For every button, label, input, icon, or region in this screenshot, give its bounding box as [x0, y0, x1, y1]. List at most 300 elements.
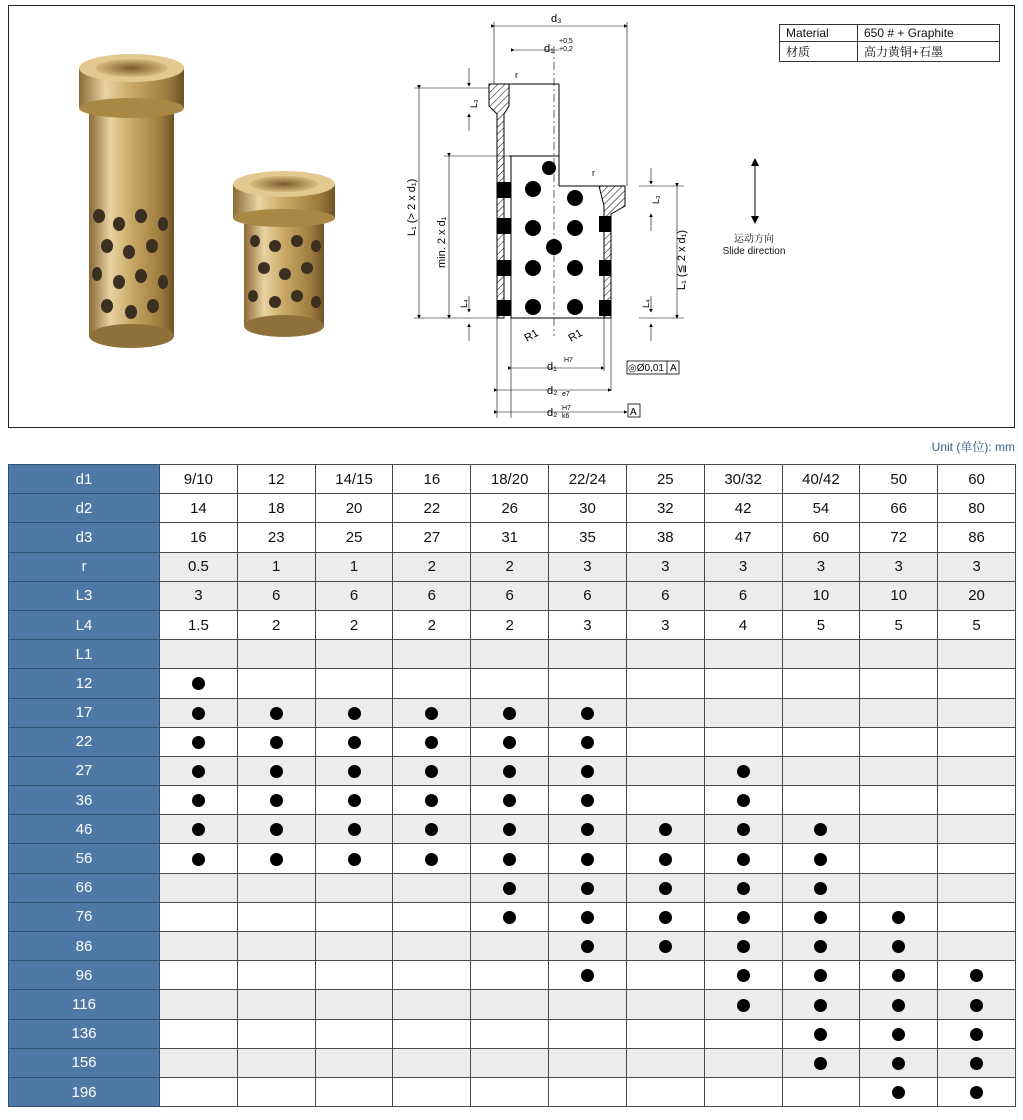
table-cell	[938, 727, 1016, 756]
availability-dot-icon	[425, 823, 438, 836]
label-min-2d1: min. 2 x d₁	[436, 216, 448, 268]
table-cell	[626, 1077, 704, 1106]
table-cell	[237, 640, 315, 669]
table-cell: 60	[938, 465, 1016, 494]
table-cell	[471, 990, 549, 1019]
availability-dot-icon	[737, 882, 750, 895]
table-cell	[549, 786, 627, 815]
table-cell	[782, 932, 860, 961]
availability-dot-icon	[892, 940, 905, 953]
table-cell	[315, 756, 393, 785]
row-header: 17	[9, 698, 160, 727]
availability-dot-icon	[270, 794, 283, 807]
material-value-cn: 高力黄铜+石墨	[858, 42, 1000, 62]
row-header: 46	[9, 815, 160, 844]
availability-dot-icon	[737, 999, 750, 1012]
availability-dot-icon	[737, 823, 750, 836]
table-cell	[237, 669, 315, 698]
table-cell	[393, 727, 471, 756]
table-cell	[860, 932, 938, 961]
table-cell	[626, 844, 704, 873]
table-cell: 20	[315, 494, 393, 523]
availability-dot-icon	[737, 969, 750, 982]
table-cell	[704, 961, 782, 990]
availability-dot-icon	[425, 794, 438, 807]
table-cell	[315, 932, 393, 961]
table-cell	[160, 640, 238, 669]
table-cell: 9/10	[160, 465, 238, 494]
table-cell	[393, 756, 471, 785]
table-cell	[471, 727, 549, 756]
table-cell	[315, 727, 393, 756]
label-d1-top-tol: +0,5	[559, 38, 573, 45]
table-cell	[549, 1019, 627, 1048]
availability-dot-icon	[270, 853, 283, 866]
table-row	[9, 932, 1016, 961]
availability-dot-icon	[814, 969, 827, 982]
label-d1-top-tol2: +0,2	[559, 46, 573, 53]
availability-dot-icon	[659, 940, 672, 953]
table-cell: 22/24	[549, 465, 627, 494]
table-cell	[471, 932, 549, 961]
availability-dot-icon	[270, 707, 283, 720]
table-cell	[938, 756, 1016, 785]
table-cell	[860, 844, 938, 873]
availability-dot-icon	[503, 911, 516, 924]
row-header: 36	[9, 786, 160, 815]
tall-bushing	[79, 54, 184, 348]
availability-dot-icon	[814, 1028, 827, 1041]
table-cell	[860, 990, 938, 1019]
table-cell: 0.5	[160, 552, 238, 581]
availability-dot-icon	[348, 765, 361, 778]
table-row	[9, 844, 1016, 873]
availability-dot-icon	[348, 707, 361, 720]
availability-dot-icon	[192, 765, 205, 778]
table-cell	[938, 1077, 1016, 1106]
table-cell: 4	[704, 610, 782, 639]
spec-table	[8, 464, 1016, 1107]
table-cell: 3	[626, 610, 704, 639]
table-cell: 6	[393, 581, 471, 610]
table-row	[9, 990, 1016, 1019]
availability-dot-icon	[737, 794, 750, 807]
row-header: d3	[9, 523, 160, 552]
table-cell	[704, 1077, 782, 1106]
table-cell	[704, 902, 782, 931]
table-cell: 25	[315, 523, 393, 552]
availability-dot-icon	[425, 736, 438, 749]
table-cell	[471, 1048, 549, 1077]
table-cell	[938, 640, 1016, 669]
row-header: L3	[9, 581, 160, 610]
table-cell	[237, 932, 315, 961]
table-cell	[549, 1077, 627, 1106]
table-cell	[549, 756, 627, 785]
table-row	[9, 494, 1016, 523]
availability-dot-icon	[737, 765, 750, 778]
table-row	[9, 815, 1016, 844]
table-cell: 22	[393, 494, 471, 523]
availability-dot-icon	[503, 853, 516, 866]
row-header: d1	[9, 465, 160, 494]
table-cell	[782, 815, 860, 844]
label-d2-e7: d₂	[547, 385, 558, 397]
table-cell	[471, 1077, 549, 1106]
table-cell	[549, 698, 627, 727]
row-header: 156	[9, 1048, 160, 1077]
short-bushing	[233, 171, 335, 337]
availability-dot-icon	[737, 940, 750, 953]
availability-dot-icon	[425, 853, 438, 866]
table-cell	[860, 815, 938, 844]
table-cell	[782, 873, 860, 902]
table-cell: 6	[626, 581, 704, 610]
label-datum-a2: A	[630, 407, 637, 418]
table-cell	[237, 990, 315, 1019]
label-d2-h7-tol-top: H7	[562, 405, 571, 412]
table-cell: 16	[393, 465, 471, 494]
table-cell	[549, 990, 627, 1019]
table-cell	[782, 756, 860, 785]
availability-dot-icon	[892, 911, 905, 924]
table-cell: 1	[237, 552, 315, 581]
table-cell: 1	[315, 552, 393, 581]
table-cell	[315, 669, 393, 698]
table-cell	[704, 990, 782, 1019]
availability-dot-icon	[348, 823, 361, 836]
row-header: r	[9, 552, 160, 581]
slide-direction-cn: 运动方向	[734, 234, 774, 245]
table-cell: 18/20	[471, 465, 549, 494]
table-cell	[315, 815, 393, 844]
table-cell	[237, 727, 315, 756]
table-cell	[626, 1048, 704, 1077]
availability-dot-icon	[581, 707, 594, 720]
table-cell: 3	[704, 552, 782, 581]
table-cell	[860, 698, 938, 727]
availability-dot-icon	[503, 794, 516, 807]
slide-direction-en: Slide direction	[722, 246, 786, 257]
table-cell: 6	[549, 581, 627, 610]
table-cell	[471, 902, 549, 931]
table-cell	[704, 640, 782, 669]
table-cell: 38	[626, 523, 704, 552]
table-row	[9, 523, 1016, 552]
row-header: L1	[9, 640, 160, 669]
table-cell	[704, 786, 782, 815]
table-cell	[938, 990, 1016, 1019]
double-arrow-icon	[751, 158, 759, 224]
table-row	[9, 581, 1016, 610]
row-header: 12	[9, 669, 160, 698]
availability-dot-icon	[659, 911, 672, 924]
table-cell	[782, 844, 860, 873]
table-cell	[315, 640, 393, 669]
table-cell	[549, 961, 627, 990]
label-r-top: r	[515, 70, 518, 80]
table-cell	[704, 727, 782, 756]
table-row	[9, 786, 1016, 815]
table-cell: 32	[626, 494, 704, 523]
table-cell	[160, 1077, 238, 1106]
table-cell: 2	[471, 552, 549, 581]
availability-dot-icon	[892, 1057, 905, 1070]
table-cell	[471, 786, 549, 815]
availability-dot-icon	[192, 794, 205, 807]
table-cell	[782, 1077, 860, 1106]
table-cell	[626, 873, 704, 902]
table-cell: 3	[549, 552, 627, 581]
table-cell	[160, 756, 238, 785]
table-cell	[626, 932, 704, 961]
availability-dot-icon	[581, 736, 594, 749]
table-cell	[237, 786, 315, 815]
table-cell: 3	[938, 552, 1016, 581]
table-row	[9, 1019, 1016, 1048]
table-row	[9, 698, 1016, 727]
table-cell	[549, 640, 627, 669]
table-cell	[393, 698, 471, 727]
table-cell: 23	[237, 523, 315, 552]
availability-dot-icon	[814, 940, 827, 953]
material-row-cn	[780, 42, 1000, 62]
table-cell	[938, 815, 1016, 844]
table-cell: 25	[626, 465, 704, 494]
availability-dot-icon	[581, 765, 594, 778]
row-header: 27	[9, 756, 160, 785]
availability-dot-icon	[892, 969, 905, 982]
table-cell: 10	[860, 581, 938, 610]
unit-label: Unit (单位): mm	[931, 440, 1015, 454]
table-cell	[782, 786, 860, 815]
table-row	[9, 727, 1016, 756]
availability-dot-icon	[270, 823, 283, 836]
table-cell	[704, 844, 782, 873]
table-cell	[782, 990, 860, 1019]
availability-dot-icon	[659, 823, 672, 836]
table-cell: 2	[393, 610, 471, 639]
table-row	[9, 1077, 1016, 1106]
availability-dot-icon	[581, 853, 594, 866]
availability-dot-icon	[814, 1057, 827, 1070]
availability-dot-icon	[581, 911, 594, 924]
table-cell	[315, 902, 393, 931]
availability-dot-icon	[192, 853, 205, 866]
table-row	[9, 902, 1016, 931]
table-cell	[626, 727, 704, 756]
label-r-right: r	[592, 168, 595, 178]
table-cell	[315, 1019, 393, 1048]
label-d1-bottom: d₁	[547, 361, 557, 373]
table-cell	[626, 698, 704, 727]
table-cell	[315, 873, 393, 902]
table-cell	[626, 669, 704, 698]
table-cell	[938, 844, 1016, 873]
table-cell	[160, 902, 238, 931]
availability-dot-icon	[581, 882, 594, 895]
table-cell	[393, 669, 471, 698]
table-cell: 3	[160, 581, 238, 610]
table-cell	[860, 756, 938, 785]
table-cell	[626, 902, 704, 931]
table-cell	[860, 669, 938, 698]
table-cell: 14/15	[315, 465, 393, 494]
table-cell	[471, 640, 549, 669]
availability-dot-icon	[270, 765, 283, 778]
availability-dot-icon	[737, 853, 750, 866]
table-cell: 26	[471, 494, 549, 523]
table-cell	[704, 815, 782, 844]
table-cell	[315, 844, 393, 873]
table-cell	[782, 727, 860, 756]
table-row	[9, 873, 1016, 902]
row-header: 136	[9, 1019, 160, 1048]
table-cell: 72	[860, 523, 938, 552]
table-cell	[704, 756, 782, 785]
table-cell: 3	[626, 552, 704, 581]
label-l3-left: L₃	[469, 99, 479, 108]
table-cell	[626, 1019, 704, 1048]
table-cell	[549, 932, 627, 961]
table-cell	[471, 961, 549, 990]
table-cell: 35	[549, 523, 627, 552]
slide-direction	[709, 154, 799, 264]
availability-dot-icon	[970, 1057, 983, 1070]
table-cell	[626, 815, 704, 844]
material-label-cn: 材质	[780, 42, 858, 62]
table-cell	[782, 961, 860, 990]
table-cell	[938, 786, 1016, 815]
table-cell: 2	[471, 610, 549, 639]
table-cell: 3	[782, 552, 860, 581]
table-cell	[471, 698, 549, 727]
table-cell	[704, 669, 782, 698]
table-cell: 20	[938, 581, 1016, 610]
availability-dot-icon	[581, 969, 594, 982]
availability-dot-icon	[970, 999, 983, 1012]
table-cell: 2	[393, 552, 471, 581]
availability-dot-icon	[192, 823, 205, 836]
availability-dot-icon	[425, 707, 438, 720]
availability-dot-icon	[581, 794, 594, 807]
table-cell	[549, 902, 627, 931]
table-cell: 2	[315, 610, 393, 639]
table-cell	[393, 844, 471, 873]
availability-dot-icon	[348, 794, 361, 807]
table-cell	[549, 844, 627, 873]
row-header: 66	[9, 873, 160, 902]
table-cell	[160, 815, 238, 844]
label-d2-e7-tol: e7	[562, 391, 570, 398]
table-cell	[160, 844, 238, 873]
table-cell	[782, 1019, 860, 1048]
availability-dot-icon	[192, 677, 205, 690]
availability-dot-icon	[970, 969, 983, 982]
table-cell	[549, 815, 627, 844]
table-cell	[160, 727, 238, 756]
table-cell	[938, 902, 1016, 931]
table-cell	[860, 902, 938, 931]
availability-dot-icon	[659, 853, 672, 866]
availability-dot-icon	[348, 736, 361, 749]
table-cell	[782, 1048, 860, 1077]
availability-dot-icon	[970, 1086, 983, 1099]
table-cell	[393, 1048, 471, 1077]
table-cell	[860, 786, 938, 815]
table-row	[9, 961, 1016, 990]
row-header: 56	[9, 844, 160, 873]
label-r1-left: R1	[522, 327, 541, 345]
table-cell: 18	[237, 494, 315, 523]
table-cell: 1.5	[160, 610, 238, 639]
table-cell	[704, 698, 782, 727]
table-cell	[782, 902, 860, 931]
table-cell	[704, 932, 782, 961]
table-cell	[626, 756, 704, 785]
table-cell: 42	[704, 494, 782, 523]
table-cell: 14	[160, 494, 238, 523]
table-cell	[237, 961, 315, 990]
row-header: 196	[9, 1077, 160, 1106]
table-cell: 47	[704, 523, 782, 552]
label-d1-top: d₁	[544, 43, 554, 55]
availability-dot-icon	[892, 1028, 905, 1041]
table-cell: 54	[782, 494, 860, 523]
table-cell	[315, 990, 393, 1019]
table-cell	[782, 698, 860, 727]
table-cell	[860, 961, 938, 990]
table-cell	[393, 815, 471, 844]
availability-dot-icon	[814, 882, 827, 895]
material-value-en: 650 # + Graphite	[858, 25, 1000, 42]
table-cell	[393, 873, 471, 902]
table-cell	[160, 786, 238, 815]
table-cell	[315, 786, 393, 815]
availability-dot-icon	[814, 823, 827, 836]
availability-dot-icon	[503, 765, 516, 778]
label-l4-right: L₄	[641, 299, 651, 308]
table-row	[9, 1048, 1016, 1077]
table-cell: 6	[315, 581, 393, 610]
label-l4-left: L₄	[459, 299, 469, 308]
table-cell: 16	[160, 523, 238, 552]
table-cell	[626, 961, 704, 990]
row-header: L4	[9, 610, 160, 639]
availability-dot-icon	[503, 736, 516, 749]
table-cell: 12	[237, 465, 315, 494]
table-cell	[471, 844, 549, 873]
table-cell	[938, 932, 1016, 961]
bushing-photo	[59, 46, 359, 366]
table-cell	[704, 1048, 782, 1077]
table-cell	[393, 640, 471, 669]
table-cell	[237, 844, 315, 873]
availability-dot-icon	[425, 765, 438, 778]
table-cell: 5	[860, 610, 938, 639]
label-d3: d₃	[551, 13, 562, 25]
label-d2-h7: d₂	[547, 407, 558, 419]
table-cell: 3	[860, 552, 938, 581]
table-cell: 6	[237, 581, 315, 610]
table-cell	[549, 669, 627, 698]
table-cell	[237, 1048, 315, 1077]
availability-dot-icon	[814, 911, 827, 924]
table-cell: 6	[704, 581, 782, 610]
table-row	[9, 465, 1016, 494]
table-cell	[160, 961, 238, 990]
row-header: d2	[9, 494, 160, 523]
